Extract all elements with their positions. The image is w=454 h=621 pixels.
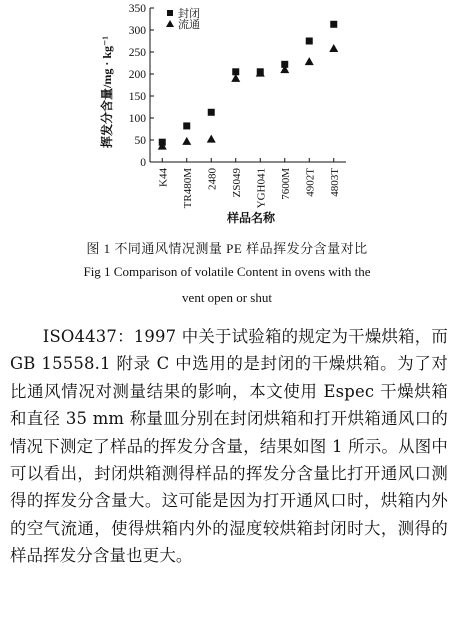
volatile-content-chart [0,0,454,235]
x-tick-label: 7600M [279,168,292,200]
y-tick-label: 350 [128,3,146,15]
data-point-square [306,38,313,45]
y-tick-label: 250 [128,47,146,59]
legend-label: 封闭 [178,8,200,20]
data-point-square [208,109,215,116]
x-tick-label: ZS049 [230,168,243,198]
body-paragraph: ISO4437：1997 中关于试验箱的规定为干燥烘箱，而 GB 15558.1 附录 C 中选用的是封闭的干燥烘箱。为了对比通风情况对测量结果的影响，本文使用 Espec 干燥烘箱和直径 35 mm 称量皿分别在封闭烘箱和打开烘箱通风口的情况下测定了样品的挥发分含量，结果如图 1 所示。从图中可以看出，封闭烘箱测得样品的挥发分含量比打开通风口测得的挥发分含量大。这可能是因为打开通风口时，烘箱内外的空气流通，使得烘箱内外的湿度较烘箱封闭时大，测得的样品挥发分含量也更大。 [10,327,448,566]
figure-caption-chinese: 图 1 不同通风情况测量 PE 样品挥发分含量对比 [86,241,368,256]
legend-marker-square [167,10,173,16]
body-text [10,323,448,570]
x-tick-label: YGH041 [255,168,268,209]
legend-marker-triangle [166,20,174,27]
legend-label: 流通 [178,19,200,31]
x-tick-label: K44 [157,168,170,187]
chart-axes [150,8,346,162]
y-tick-label: 300 [128,25,146,37]
y-tick-label: 0 [140,157,146,169]
data-point-triangle [182,137,191,145]
data-point-triangle [305,57,314,65]
chart-marks [158,21,339,150]
data-point-triangle [207,135,216,143]
figure-caption-english-line2: vent open or shut [182,290,272,305]
y-tick-label: 50 [134,135,146,147]
data-point-square [183,122,190,129]
figure-caption-english-line1: Fig 1 Comparison of volatile Content in ovens with the [83,264,371,279]
y-tick-label: 100 [128,113,146,125]
y-axis-label: 挥发分含量/mg · kg⁻¹ [100,36,114,148]
x-tick-label: 4902T [304,168,317,197]
y-tick-label: 200 [128,69,146,81]
x-tick-label: 2480 [206,168,219,190]
data-point-square [330,21,337,28]
data-point-triangle [329,44,338,52]
x-axis-ticks [157,158,341,208]
x-axis-label: 样品名称 [226,211,276,225]
chart-legend [166,6,200,31]
x-tick-label: TR480M [181,168,194,209]
y-tick-label: 150 [128,91,146,103]
x-tick-label: 4803T [328,168,341,197]
